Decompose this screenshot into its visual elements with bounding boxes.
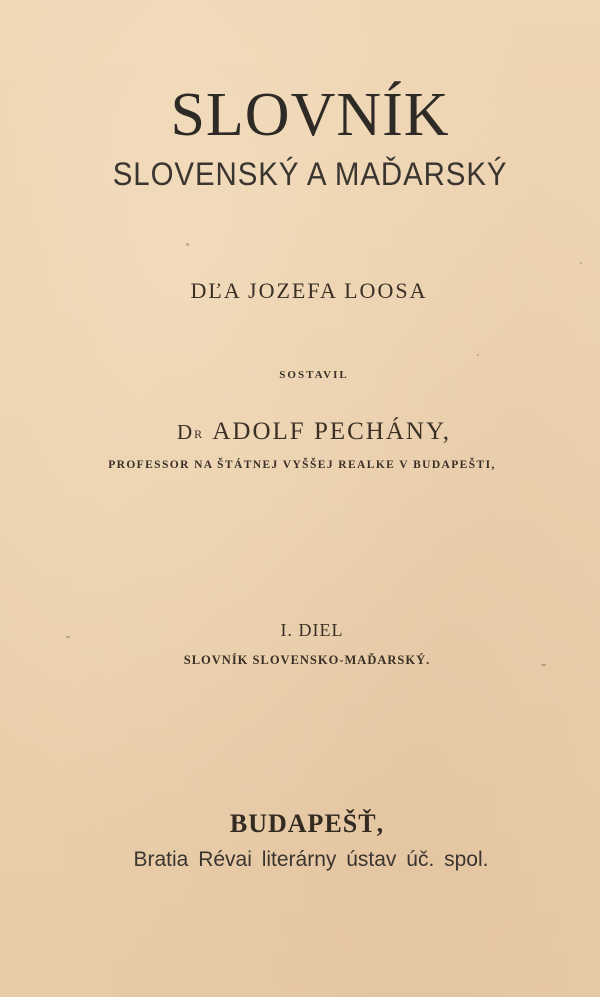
author-title-d: D	[176, 420, 195, 444]
publisher: Bratia Révai literárny ústav úč. spol.	[133, 848, 489, 871]
author-position: PROFESSOR NA ŠTÁTNEJ VYŠŠEJ REALKE V BUDAPEŠTI,	[108, 459, 496, 471]
volume-number: I. DIEL	[280, 620, 344, 640]
publication-city: BUDAPEŠŤ,	[229, 809, 385, 838]
compiled-by-label: SOSTAVIL	[279, 369, 349, 381]
paper-speck	[580, 262, 582, 264]
paper-speck	[541, 664, 546, 666]
book-subtitle: SLOVENSKÝ A MAĎARSKÝ	[112, 156, 508, 192]
based-on-line: DĽA JOZEFA LOOSA	[190, 278, 428, 303]
paper-speck	[186, 243, 189, 246]
author-title-r: R	[194, 427, 205, 441]
author-line	[0, 418, 600, 446]
paper-speck	[66, 636, 70, 638]
paper-speck	[477, 354, 479, 356]
volume-title: SLOVNÍK SLOVENSKO-MAĎARSKÝ.	[183, 653, 431, 667]
book-title: SLOVNÍK	[170, 81, 450, 149]
author-name: ADOLF PECHÁNY,	[212, 418, 452, 445]
